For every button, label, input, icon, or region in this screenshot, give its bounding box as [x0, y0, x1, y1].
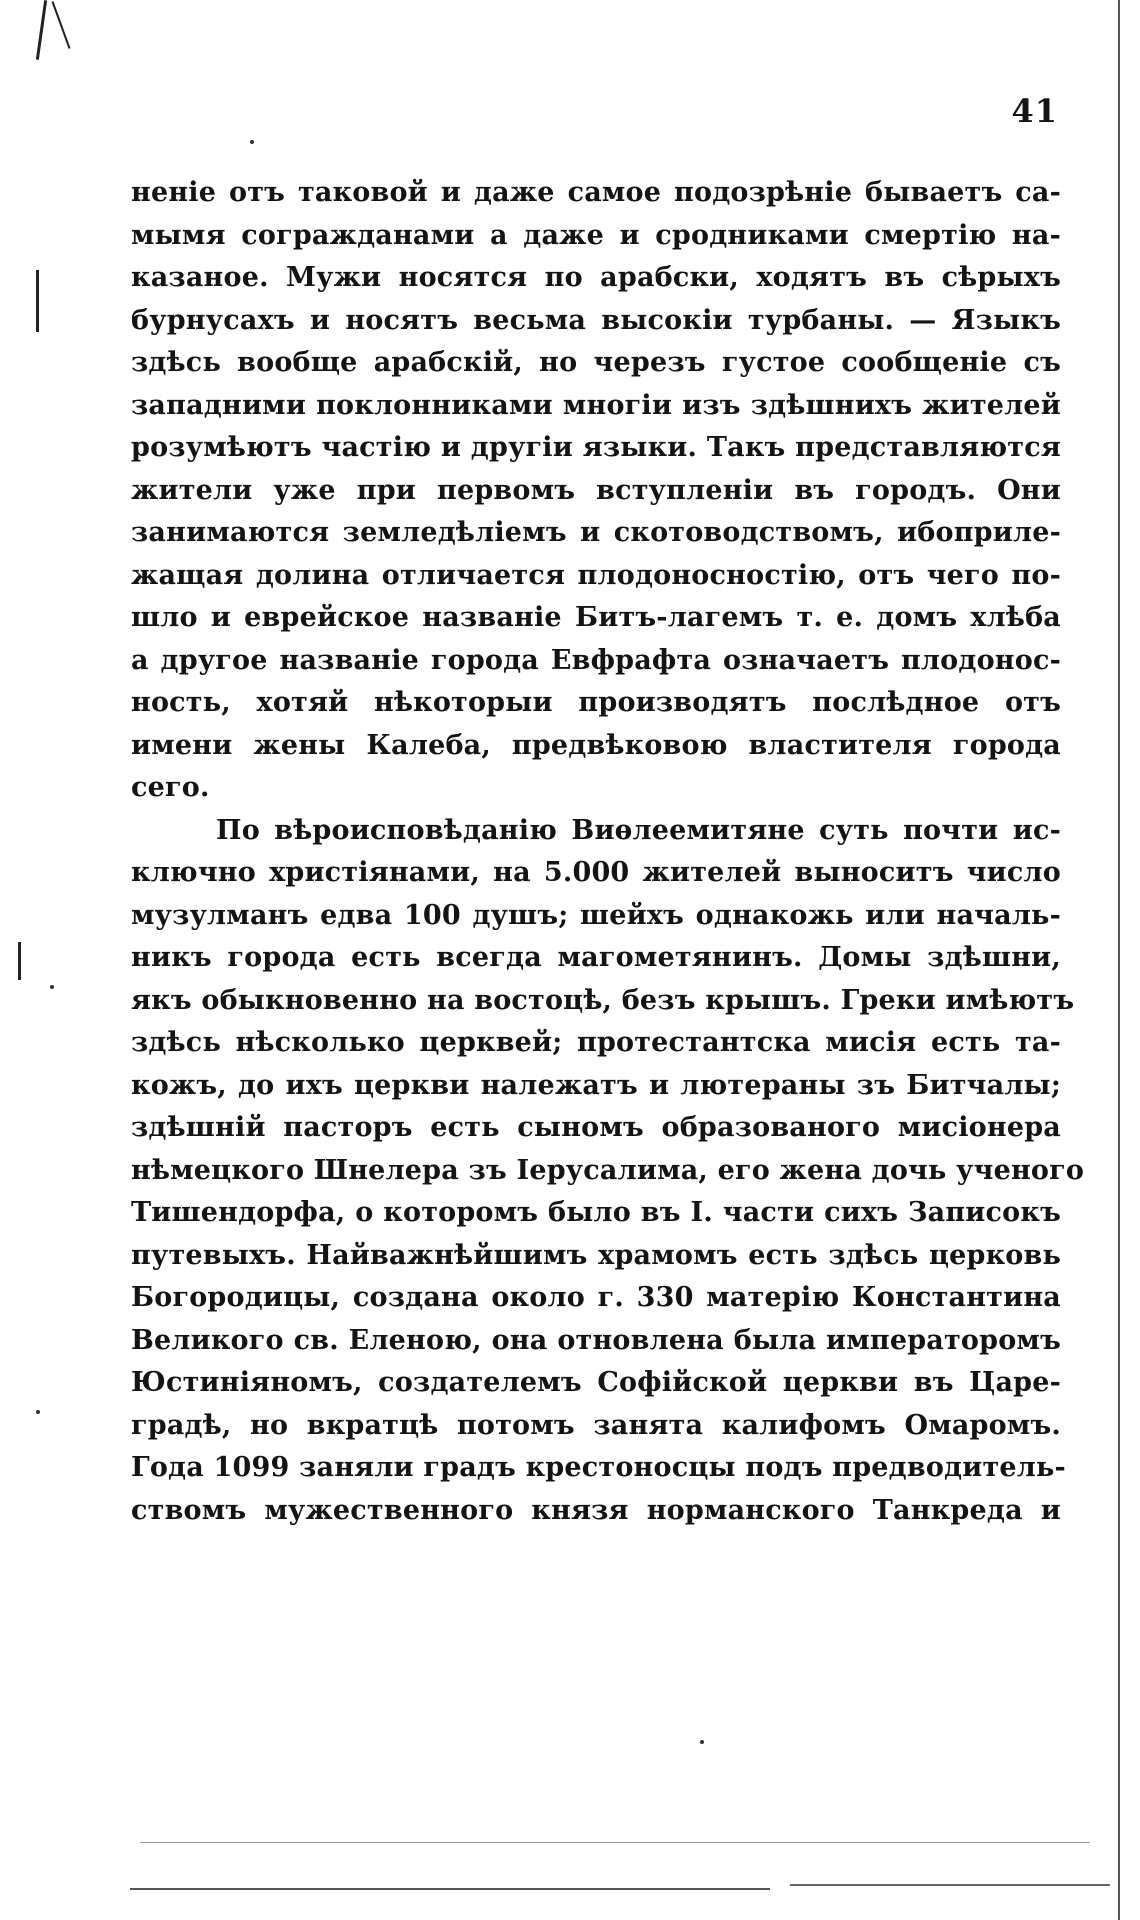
scan-mark — [36, 0, 47, 60]
text-line: сего. — [131, 772, 210, 803]
text-line: жащая долина отличается плодоносностію, отъ чего по- — [131, 559, 1061, 591]
text-line: якъ обыкновенно на востоцѣ, безъ крышъ. Греки имѣютъ — [131, 984, 1075, 1016]
text-line: здѣсь нѣсколько церквей; протестантска мисія есть та- — [131, 1027, 1061, 1058]
text-line: жители уже при первомъ вступленіи въ городъ. Они — [131, 474, 1061, 506]
text-line: ствомъ мужественного князя норманского Танкреда и — [131, 1494, 1061, 1526]
text-line: имени жены Калеба, предвѣковою властителя города — [131, 729, 1061, 761]
paragraph-2 — [131, 810, 1085, 1533]
text-line: Юстиніяномъ, создателемъ Софійской церкви въ Царе- — [131, 1367, 1061, 1398]
text-line: здѣшній пасторъ есть сыномъ образованого мисіонера — [131, 1112, 1061, 1143]
scan-speck — [50, 985, 54, 989]
scan-rule — [140, 1842, 1090, 1843]
text-line: Тишендорфа, о которомъ было въ І. части сихъ Записокъ — [131, 1197, 1061, 1228]
text-line: нѣмецкого Шнелера зъ Іерусалима, его жена дочь ученого — [131, 1154, 1085, 1186]
scan-rule — [130, 1888, 770, 1890]
scan-speck — [250, 140, 254, 144]
text-line: здѣсь вообще арабскій, но черезъ густое сообщеніе съ — [131, 347, 1061, 378]
scan-speck — [36, 1410, 40, 1414]
text-line: никъ города есть всегда магометянинъ. Домы здѣшни, — [131, 942, 1061, 973]
text-line: Великого св. Еленою, она отновлена была императоромъ — [131, 1324, 1061, 1356]
scan-mark — [52, 1, 71, 49]
text-line: занимаются земледѣліемъ и скотоводствомъ, ибоприле- — [131, 517, 1061, 548]
text-line: градѣ, но вкратцѣ потомъ занята калифомъ Омаромъ. — [131, 1409, 1061, 1441]
text-line: шло и еврейское названіе Битъ-лагемъ т. е. домъ хлѣба — [131, 602, 1061, 633]
text-line: а другое названіе города Евфрафта означаетъ плодонос- — [131, 644, 1061, 676]
scan-rule — [790, 1884, 1110, 1886]
text-line: западними поклонниками многіи изъ здѣшнихъ жителей — [131, 389, 1061, 421]
text-line: неніе отъ таковой и даже самое подозрѣніе бываетъ са- — [131, 177, 1061, 208]
text-line: музулманъ едва 100 душъ; шейхъ однакожь или началь- — [131, 899, 1061, 931]
page-number: 41 — [1011, 92, 1058, 130]
body-text — [131, 172, 1085, 1532]
text-line: бурнусахъ и носятъ весьма высокіи турбаны. — Языкъ — [131, 304, 1061, 336]
text-line: ность, хотяй нѣкоторыи производятъ послѣдное отъ — [131, 687, 1061, 718]
scan-mark — [1118, 0, 1120, 1920]
text-line: ключно христіянами, на 5.000 жителей выноситъ число — [131, 857, 1061, 888]
text-line: По вѣроисповѣданію Виѳлеемитяне суть почти ис- — [216, 814, 1061, 846]
text-line: казаное. Мужи носятся по арабски, ходятъ въ сѣрыхъ — [131, 262, 1061, 293]
text-line: Богородицы, создана около г. 330 матерію Константина — [131, 1282, 1061, 1313]
text-line: розумѣютъ частію и другіи языки. Такъ представляются — [131, 432, 1061, 463]
scan-mark — [36, 270, 39, 332]
text-line: кожъ, до ихъ церкви належатъ и лютераны зъ Битчалы; — [131, 1069, 1061, 1101]
text-line: путевыхъ. Найважнѣйшимъ храмомъ есть здѣсь церковь — [131, 1239, 1061, 1271]
paragraph-1 — [131, 172, 1061, 810]
scan-mark — [18, 942, 21, 980]
text-line: Года 1099 заняли градъ крестоносцы подъ предводитель- — [131, 1452, 1066, 1483]
text-line: мымя согражданами а даже и сродниками смертію на- — [131, 219, 1061, 251]
scan-speck — [700, 1740, 704, 1744]
